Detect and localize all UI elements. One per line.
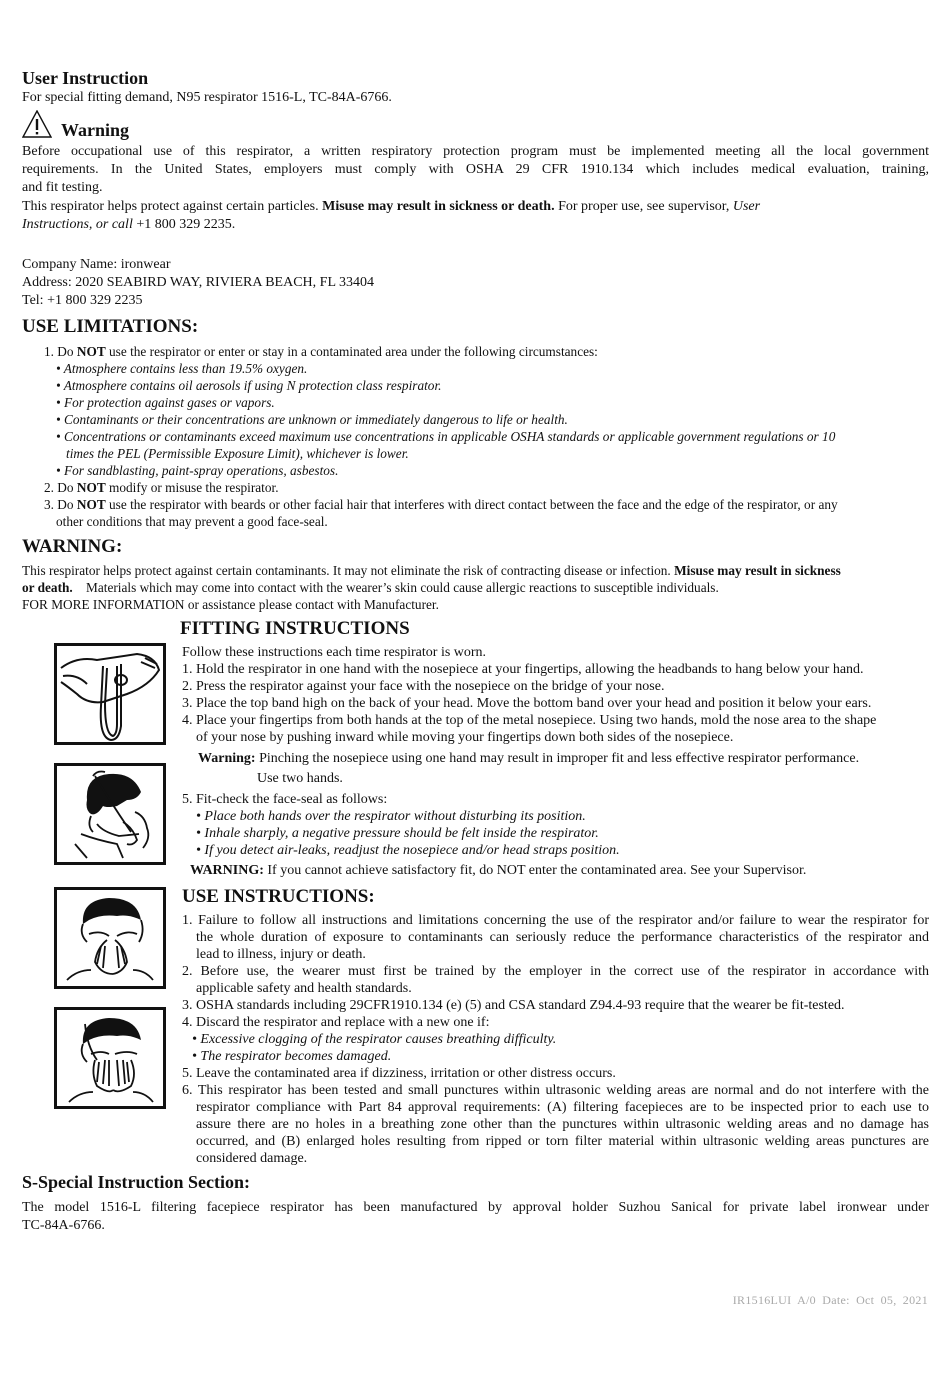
- limitation-bullet: • Concentrations or contaminants exceed maximum use concentrations in applicable OSHA standards or applicable government regulations or 10: [56, 429, 836, 444]
- illustration-hold-respirator: [54, 643, 166, 745]
- illustration-mold-nosepiece: [54, 887, 166, 989]
- company-tel: Tel: +1 800 329 2235: [22, 293, 143, 308]
- warning-paragraph-line: Before occupational use of this respirator, a written respiratory protection program must be implemented meeting all the local government: [22, 144, 929, 159]
- illustration-fit-check: [54, 1007, 166, 1109]
- warning-triangle-icon: [22, 110, 52, 138]
- use-instruction-item: 3. OSHA standards including 29CFR1910.134 (e) (5) and CSA standard Z94.4-93 require that the wearer be fit-tested.: [182, 998, 845, 1013]
- fitting-warning-cont: Use two hands.: [257, 771, 343, 786]
- special-section-heading: S-Special Instruction Section:: [22, 1172, 251, 1192]
- warning-paragraph-2-cont: Instructions, or call +1 800 329 2235.: [22, 217, 236, 232]
- use-instruction-item-cont: respirator compliance with Part 84 approval requirements: (A) filtering facepieces are to be inspected prior to each use to: [196, 1100, 929, 1115]
- limitation-item-3: 3. Do NOT use the respirator with beards or other facial hair that interferes with direct contact between the face and the edge of the respirator, or any: [44, 497, 838, 512]
- warning-paragraph-line: and fit testing.: [22, 180, 103, 195]
- use-instruction-item: 1. Failure to follow all instructions and limitations concerning the use of the respirator and/or failure to wear the respirator for: [182, 913, 929, 928]
- limitation-item-3-cont: other conditions that may prevent a good face-seal.: [56, 514, 328, 529]
- warning-paragraph-2: This respirator helps protect against certain particles. Misuse may result in sickness or death. For proper use, see supervisor, User: [22, 199, 761, 214]
- document-title: User Instruction: [22, 68, 149, 88]
- use-instruction-item-cont: occurred, and (B) enlarged holes resulting from ripped or torn filter material within ultrasonic welding areas punctures are: [196, 1134, 929, 1149]
- use-limitations-heading: USE LIMITATIONS:: [22, 316, 199, 337]
- special-section-line: TC-84A-6766.: [22, 1218, 105, 1233]
- warning-section-line: FOR MORE INFORMATION or assistance please contact with Manufacturer.: [22, 597, 439, 612]
- use-instruction-item-cont: assure there are no holes in a breathing zone other than the punctures within ultrasonic welding areas and no damage has: [196, 1117, 929, 1132]
- fitting-step: 1. Hold the respirator in one hand with the nosepiece at your fingertips, allowing the headbands to hang below your hand.: [182, 662, 864, 677]
- fit-check-bullet: • Place both hands over the respirator without disturbing its position.: [196, 809, 586, 824]
- warning-heading: Warning: [61, 120, 130, 140]
- placing-headband-icon: [57, 766, 163, 862]
- phone-number: +1 800 329 2235.: [132, 217, 236, 232]
- use-instruction-item-cont: considered damage.: [196, 1151, 308, 1166]
- fitting-instructions-heading: FITTING INSTRUCTIONS: [180, 618, 410, 639]
- company-name: Company Name: ironwear: [22, 257, 171, 272]
- illustration-headband: [54, 763, 166, 865]
- use-instruction-item: 6. This respirator has been tested and small punctures within ultrasonic welding areas are normal and do not interfere with the: [182, 1083, 929, 1098]
- limitation-bullet: • For protection against gases or vapors.: [56, 395, 275, 410]
- limitation-item-2: 2. Do NOT modify or misuse the respirator.: [44, 480, 279, 495]
- warning-section-line: This respirator helps protect against certain contaminants. It may not eliminate the risk of contracting disease or infection. Misuse may result in sickness: [22, 563, 841, 578]
- warning-section-heading: WARNING:: [22, 536, 123, 557]
- limitation-bullet: • Atmosphere contains oil aerosols if using N protection class respirator.: [56, 378, 442, 393]
- limitation-bullet-cont: times the PEL (Permissible Exposure Limit), whichever is lower.: [66, 446, 409, 461]
- fit-check-bullet: • If you detect air-leaks, readjust the nosepiece and/or head straps position.: [196, 843, 620, 858]
- fitting-step: 3. Place the top band high on the back of your head. Move the bottom band over your head and position it below your ears.: [182, 696, 872, 711]
- limitation-bullet: • Contaminants or their concentrations are unknown or immediately dangerous to life or health.: [56, 412, 568, 427]
- warning-section-line: or death. Materials which may come into contact with the wearer’s skin could cause allergic reactions to susceptible individuals.: [22, 580, 719, 595]
- molding-nosepiece-icon: [57, 890, 163, 986]
- fitting-intro: Follow these instructions each time respirator is worn.: [182, 645, 487, 660]
- fit-check-bullet: • Inhale sharply, a negative pressure should be felt inside the respirator.: [196, 826, 599, 841]
- fit-check-hands-icon: [57, 1010, 163, 1106]
- fitting-step-cont: of your nose by pushing inward while moving your fingertips down both sides of the nosepiece.: [196, 730, 734, 745]
- use-instruction-item-cont: applicable safety and health standards.: [196, 981, 412, 996]
- special-section-line: The model 1516-L filtering facepiece respirator has been manufactured by approval holder Suzhou Sanical for private label ironwear under: [22, 1200, 929, 1215]
- use-instructions-heading: USE INSTRUCTIONS:: [182, 886, 375, 907]
- fitting-step: 4. Place your fingertips from both hands at the top of the metal nosepiece. Using two hands, mold the nose area to the shape: [182, 713, 877, 728]
- discard-bullet: • The respirator becomes damaged.: [192, 1049, 392, 1064]
- fitting-step-5: 5. Fit-check the face-seal as follows:: [182, 792, 388, 807]
- use-instruction-item: 5. Leave the contaminated area if dizziness, irritation or other distress occurs.: [182, 1066, 616, 1081]
- document-id-footer: IR1516LUI A/0 Date: Oct 05, 2021: [732, 1293, 928, 1307]
- use-instruction-item-cont: lead to illness, injury or death.: [196, 947, 366, 962]
- use-instruction-item: 4. Discard the respirator and replace with a new one if:: [182, 1015, 490, 1030]
- company-address: Address: 2020 SEABIRD WAY, RIVIERA BEACH, FL 33404: [22, 275, 374, 290]
- fitting-final-warning: WARNING: If you cannot achieve satisfactory fit, do NOT enter the contaminated area. See your Supervisor.: [190, 863, 807, 878]
- fitting-step: 2. Press the respirator against your face with the nosepiece on the bridge of your nose.: [182, 679, 665, 694]
- fitting-warning: Warning: Pinching the nosepiece using one hand may result in improper fit and less effective respirator performance.: [198, 751, 860, 766]
- warning-paragraph-line: requirements. In the United States, employers must comply with OSHA 29 CFR 1910.134 which includes medical evaluation, training,: [22, 162, 929, 177]
- discard-bullet: • Excessive clogging of the respirator causes breathing difficulty.: [192, 1032, 557, 1047]
- hand-holding-respirator-icon: [57, 646, 163, 742]
- use-instruction-item-cont: the whole duration of exposure to contaminants can seriously reduce the performance characteristics of the respirator and: [196, 930, 929, 945]
- use-instruction-item: 2. Before use, the wearer must first be trained by the employer in the correct use of the respirator in accordance with: [182, 964, 929, 979]
- document-subtitle: For special fitting demand, N95 respirator 1516-L, TC-84A-6766.: [22, 90, 392, 105]
- limitation-bullet: • For sandblasting, paint-spray operations, asbestos.: [56, 463, 339, 478]
- limitation-item-1: 1. Do NOT use the respirator or enter or stay in a contaminated area under the following circumstances:: [44, 344, 598, 359]
- limitation-bullet: • Atmosphere contains less than 19.5% oxygen.: [56, 361, 308, 376]
